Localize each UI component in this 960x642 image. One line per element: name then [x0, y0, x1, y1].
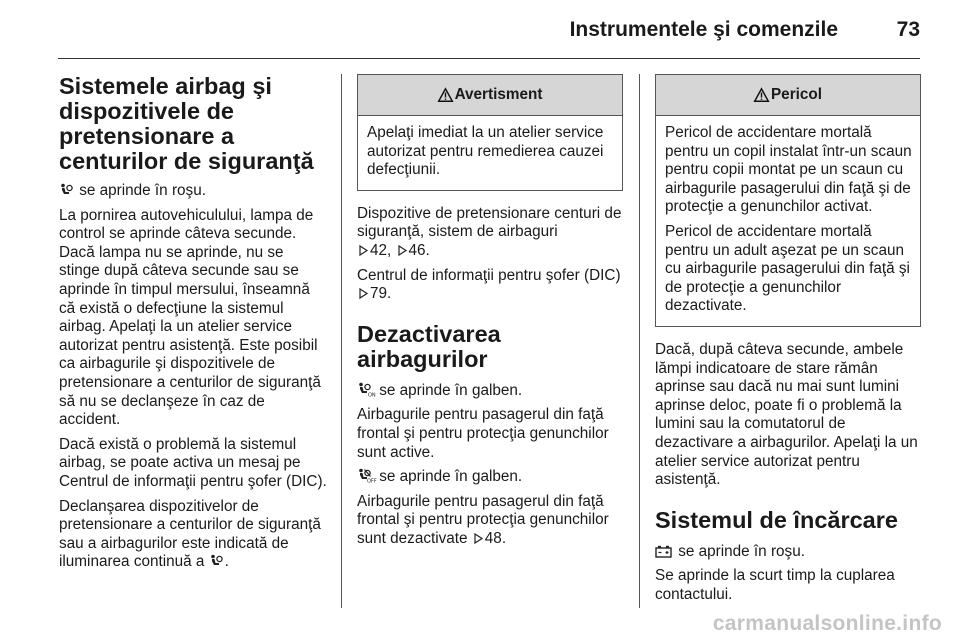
airbag-paragraph-3 — [59, 498, 327, 572]
warning-triangle-icon — [438, 88, 453, 102]
page-reference-icon — [359, 245, 368, 256]
deactivation-off-paragraph-text: Airbagurile pentru pasagerul din faţă frontal şi pentru protecţia genunchilor sunt dezactivate — [357, 492, 609, 547]
passenger-airbag-off-icon — [357, 468, 377, 485]
charging-status-line — [655, 543, 921, 562]
xref-pretensioners — [357, 205, 623, 261]
danger-paragraph-1: Pericol de accidentare mortală pentru un copil instalat într-un scaun pentru copii montat pe un scaun cu airbagurile pasagerului din faţă şi de protecţie a genunchilor activat. — [665, 124, 912, 216]
charging-paragraph: Se aprinde la scurt timp la cuplarea contactului. — [655, 567, 895, 603]
page-reference-icon — [474, 533, 483, 544]
warning-triangle-icon — [754, 88, 769, 102]
xref-end: . — [425, 241, 430, 259]
page-number: 73 — [896, 18, 920, 41]
danger-title: Pericol — [770, 85, 822, 103]
deactivation-off-status — [357, 468, 623, 487]
deactivation-off-paragraph — [357, 493, 623, 549]
airbag-paragraph-3-text: Declanşarea dispozitivelor de pretensionare a centurilor de siguranţă sau a airbagurilor este indicată de iluminarea continuă a — [59, 497, 321, 571]
watermark: carmanualsonline.info — [712, 612, 942, 635]
svg-text:ON: ON — [368, 392, 376, 399]
svg-text:OFF: OFF — [367, 478, 377, 485]
airbag-status-text: se aprinde în roşu. — [75, 182, 206, 199]
section-heading-airbag: Sistemele airbag şi dispozitivele de pretensionare a centurilor de siguranţă — [59, 73, 314, 174]
column-2 — [357, 74, 623, 555]
xref-dic-text: Centrul de informaţii pentru şofer (DIC) — [357, 266, 621, 284]
xref-page-42[interactable]: 42 — [370, 241, 388, 259]
xref-page-79[interactable]: 79 — [370, 285, 388, 303]
warning-box-body — [358, 116, 622, 190]
xref-separator: , — [387, 241, 396, 259]
passenger-airbag-on-icon — [357, 382, 376, 399]
airbag-paragraph-1: La pornirea autovehiculului, lampa de control se aprinde câteva secunde. Dacă lampa nu se aprinde, nu se stinge după câteva secunde sau se aprinde în timpul mersului, înseamnă că există o defecţiune la sistemul airbag. Apelaţi la un atelier service autorizat pentru asistenţă. Este posibil ca airbagurile şi dispozitivele de pretensionare a centurilor de siguranţă să nu se declanşeze în caz de accident. — [59, 206, 321, 429]
charging-status-text: se aprinde în roşu. — [674, 542, 805, 560]
deactivation-on-paragraph: Airbagurile pentru pasagerul din faţă frontal şi pentru protecţia genunchilor sunt active. — [357, 406, 609, 461]
airbag-paragraph-2: Dacă există o problemă la sistemul airbag, se poate activa un mesaj pe Centrul de informaţii pentru şofer (DIC). — [59, 435, 327, 490]
section-heading-deactivation: Dezactivarea airbagurilor — [357, 320, 501, 372]
xref-page-46[interactable]: 46 — [408, 241, 426, 259]
status-lamps-paragraph: Dacă, după câteva secunde, ambele lămpi indicatoare de stare rămân aprinse sau dacă nu mai sunt lumini aprinse deloc, poate fi o problemă la lumini sau la comutatorul de dezactivare a airbagurilor. Apelaţi la un atelier service autorizat pentru asistenţă. — [655, 340, 918, 489]
page-reference-icon — [398, 245, 407, 256]
airbag-warning-icon — [59, 183, 73, 197]
airbag-status-line — [59, 182, 327, 201]
battery-icon — [655, 545, 672, 558]
airbag-warning-icon — [209, 554, 223, 568]
danger-paragraph-2: Pericol de accidentare mortală pentru un adult aşezat pe un scaun cu airbagurile pasagerului din faţă şi de protecţie a genunchilor dezactivate. — [665, 222, 910, 315]
page-reference-icon — [359, 288, 368, 299]
warning-box-header — [358, 75, 622, 116]
xref-dic-end: . — [387, 285, 392, 303]
xref-page-48[interactable]: 48 — [484, 529, 502, 547]
section-heading-charging: Sistemul de încărcare — [655, 506, 898, 533]
warning-title: Avertisment — [454, 85, 543, 103]
column-3 — [655, 74, 921, 610]
danger-box-body — [656, 116, 920, 326]
deactivation-on-status — [357, 382, 623, 401]
airbag-paragraph-3-end: . — [224, 553, 229, 571]
deactivation-off-end: . — [501, 529, 507, 547]
column-divider-2 — [639, 74, 640, 608]
header-title: Instrumentele şi comenzile — [569, 18, 838, 41]
xref-dic — [357, 267, 623, 304]
danger-box-header — [656, 75, 920, 116]
warning-box — [357, 74, 623, 191]
warning-text: Apelaţi imediat la un atelier service autorizat pentru remedierea cauzei defecţiunii. — [367, 124, 604, 179]
xref-pretensioners-text: Dispozitive de pretensionare centuri de siguranţă, sistem de airbaguri — [357, 204, 622, 241]
column-divider-1 — [341, 74, 342, 608]
column-1 — [59, 74, 327, 578]
danger-box — [655, 74, 921, 327]
page-header — [58, 0, 920, 59]
deactivation-off-text: se aprinde în galben. — [375, 468, 523, 486]
deactivation-on-text: se aprinde în galben. — [375, 381, 523, 399]
